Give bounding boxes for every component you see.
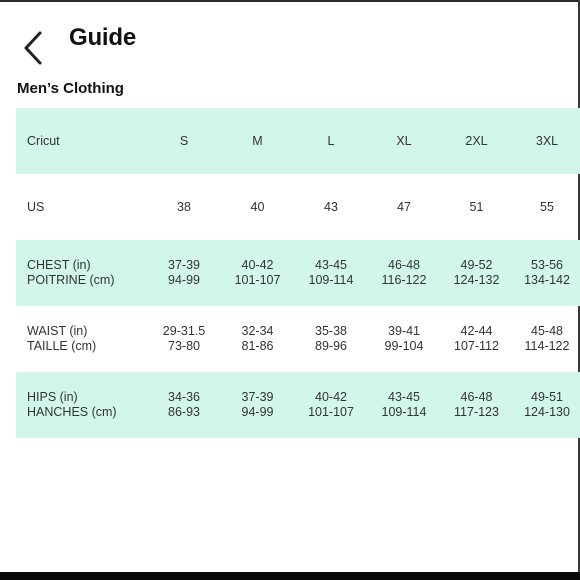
section-title: Men’s Clothing (17, 80, 124, 97)
cell-value-cm: 81-86 (241, 339, 274, 353)
cell-value-cm: 124-130 (524, 405, 570, 419)
table-cell (222, 240, 293, 306)
table-row-chest (16, 240, 580, 306)
size-header-cell: S (146, 108, 222, 174)
cell-value-in: 40-42 (241, 258, 274, 272)
table-cell: 55 (540, 199, 554, 214)
size-header-cell: L (293, 108, 369, 174)
row-label-line1: HIPS (in) (27, 390, 78, 404)
table-cell (293, 372, 369, 438)
cell-value-in: 40-42 (315, 390, 347, 404)
page-title: Guide (69, 24, 137, 51)
cell-value-cm: 109-114 (381, 405, 427, 419)
table-cell: 43 (324, 199, 338, 214)
cell-value-cm: 124-132 (453, 273, 500, 287)
row-label-line1: WAIST (in) (27, 324, 88, 338)
table-cell (514, 240, 580, 306)
cell-value-cm: 109-114 (308, 273, 354, 287)
cell-value-cm: 107-112 (454, 339, 499, 353)
table-cell (293, 240, 369, 306)
cell-value-in: 37-39 (241, 390, 274, 404)
cell-value-cm: 114-122 (524, 339, 570, 353)
table-header-row (16, 108, 580, 174)
table-cell: 38 (177, 199, 191, 214)
cell-value-cm: 101-107 (234, 273, 281, 287)
table-row-hips (16, 372, 580, 438)
cell-value-in: 53-56 (531, 258, 563, 272)
chevron-left-icon (18, 28, 48, 68)
cell-value-cm: 86-93 (168, 405, 200, 419)
cell-value-cm: 94-99 (241, 405, 274, 419)
cell-value-cm: 116-122 (381, 273, 427, 287)
table-cell (514, 306, 580, 372)
cell-value-in: 35-38 (315, 324, 347, 338)
table-cell (369, 306, 439, 372)
cell-value-in: 46-48 (460, 390, 493, 404)
cell-value-cm: 101-107 (308, 405, 354, 419)
cell-value-in: 45-48 (531, 324, 563, 338)
cell-value-in: 46-48 (388, 258, 420, 272)
table-cell (439, 306, 514, 372)
table-cell: 47 (397, 199, 411, 214)
header-label-cell: Cricut (16, 108, 146, 174)
row-label-line2: POITRINE (cm) (27, 273, 115, 287)
table-row-us (16, 174, 580, 240)
size-header-cell: M (222, 108, 293, 174)
row-label-line2: TAILLE (cm) (27, 339, 97, 353)
cell-value-cm: 94-99 (168, 273, 200, 287)
table-row-waist (16, 306, 580, 372)
table-cell (514, 372, 580, 438)
cell-value-cm: 134-142 (524, 273, 570, 287)
cell-value-cm: 117-123 (454, 405, 499, 419)
size-header-cell: XL (369, 108, 439, 174)
table-cell (439, 240, 514, 306)
table-cell (369, 240, 439, 306)
cell-value-in: 34-36 (168, 390, 200, 404)
cell-value-in: 42-44 (460, 324, 493, 338)
top-border (0, 0, 580, 2)
row-label (16, 372, 146, 438)
cell-value-cm: 89-96 (315, 339, 347, 353)
cell-value-cm: 99-104 (384, 339, 424, 353)
cell-value-in: 43-45 (315, 258, 347, 272)
row-label-line1: CHEST (in) (27, 258, 91, 272)
cell-value-in: 43-45 (388, 390, 420, 404)
row-label (16, 240, 146, 306)
table-cell (146, 372, 222, 438)
cell-value-in: 49-52 (460, 258, 493, 272)
size-chart-table (16, 108, 580, 438)
cell-value-cm: 73-80 (168, 339, 200, 353)
row-label: US (27, 199, 45, 214)
table-cell (146, 306, 222, 372)
table-cell (369, 372, 439, 438)
cell-value-in: 37-39 (168, 258, 200, 272)
table-cell: 51 (469, 199, 484, 214)
table-cell (222, 306, 293, 372)
table-cell (146, 240, 222, 306)
size-header-cell: 2XL (439, 108, 514, 174)
cell-value-in: 49-51 (531, 390, 563, 404)
table-cell: 40 (250, 199, 265, 214)
table-cell (293, 306, 369, 372)
cell-value-in: 29-31.5 (162, 324, 206, 338)
row-label (16, 306, 146, 372)
back-button[interactable] (18, 28, 48, 68)
cell-value-in: 39-41 (388, 324, 420, 338)
row-label-line2: HANCHES (cm) (27, 405, 117, 419)
table-cell (439, 372, 514, 438)
table-cell (222, 372, 293, 438)
bottom-bar (0, 572, 580, 580)
cell-value-in: 32-34 (241, 324, 274, 338)
size-header-cell: 3XL (514, 108, 580, 174)
